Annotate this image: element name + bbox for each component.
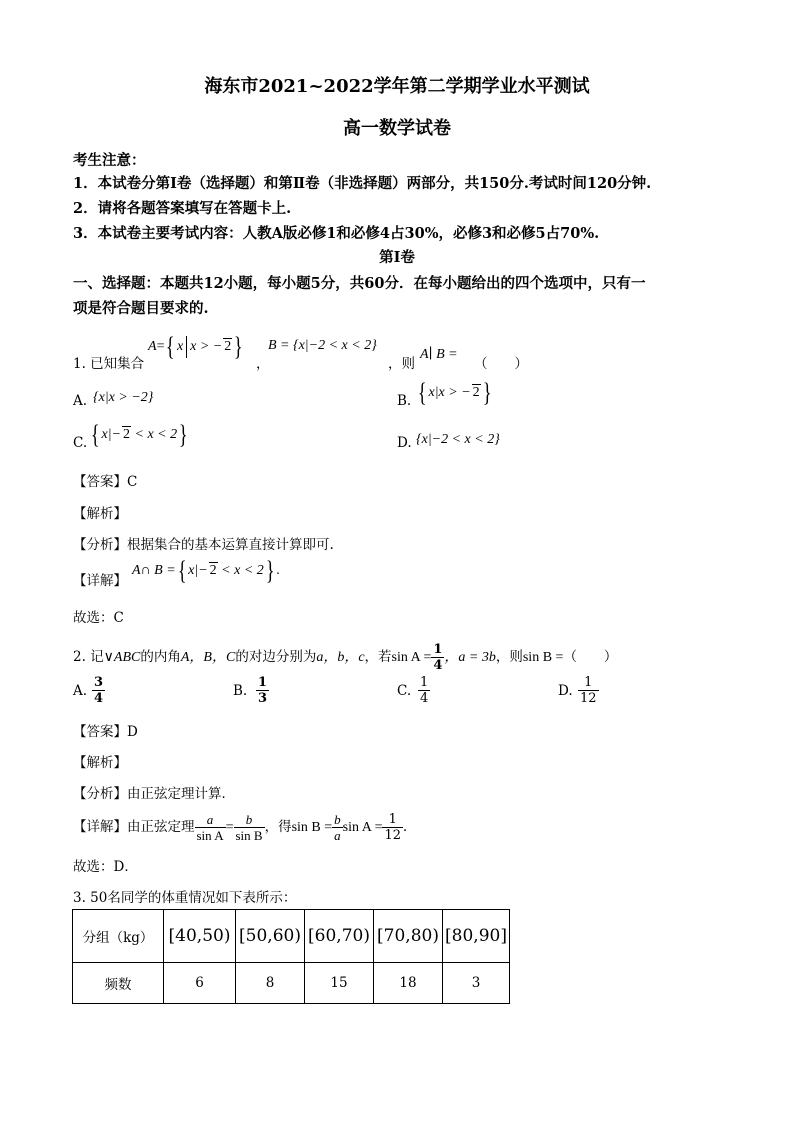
q2-text4: ，则 — [495, 649, 523, 665]
q1-option-b-body: x|x > − — [428, 385, 471, 401]
q3-prompt: 3. 50名同学的体重情况如下表所示： — [73, 890, 297, 906]
q2-frac-1-4 — [431, 642, 444, 673]
q1-option-a-label: A. — [73, 393, 88, 409]
q2-angles: A，B，C — [180, 650, 236, 665]
notice-item-3: 3．本试卷主要考试内容：人教A版必修1和必修4占30%，必修3和必修5占70%. — [73, 225, 600, 242]
q2-option-d-label: D. — [558, 683, 573, 699]
q1-option-b: { x|x > − 2 } — [417, 378, 492, 407]
q1-xiangjie: A∩ B ={ x|− 2 < x < 2} . — [132, 556, 280, 585]
q2-prefix: 2. 记 — [73, 649, 104, 665]
q1-sqrt-2: 2 — [224, 339, 232, 355]
q1-option-c-label: C. — [73, 435, 88, 451]
q1-analysis-tag: 【解析】 — [73, 506, 127, 522]
q1-option-c-pre: x|− — [101, 427, 121, 443]
table-row — [73, 963, 510, 1004]
q2-sin-a: sin A = — [391, 650, 432, 665]
document-subtitle: 高一数学试卷 — [343, 118, 451, 139]
q2-frac-b-a: $\frac{b}{a}$ — [334, 812, 341, 843]
q1-option-c-post: < x < 2 — [134, 427, 178, 443]
q2-sin-b: sin B = — [522, 650, 564, 665]
section-instructions-line2: 项是符合题目要求的. — [73, 300, 209, 317]
notice-item-2: 2．请将各题答案填写在答题卡上. — [73, 200, 292, 217]
table-cell: 频数 — [73, 963, 164, 1004]
q1-xiangjie-pre: A∩ B = — [132, 563, 176, 579]
q2-option-a-label: A. — [73, 683, 88, 699]
q1-fenxi-tag: 【分析】 — [73, 537, 127, 553]
q2-option-a: $\frac{3}{4}$ — [94, 675, 104, 706]
q2-paren: （ ） — [563, 649, 618, 665]
notice-heading: 考生注意： — [73, 152, 146, 169]
q2-analysis-tag: 【解析】 — [73, 755, 127, 771]
q2-frac-1-12: $\frac{1}{12}$ — [384, 812, 402, 843]
q2-frac-den: 4 — [433, 658, 443, 673]
table-header-cell: 分组（kg） — [73, 910, 164, 963]
q1-answer-value: C — [127, 474, 138, 490]
q2-xiangjie — [73, 812, 417, 843]
volume-heading: 第Ⅰ卷 — [379, 249, 415, 266]
q2-cond2: ，a = 3b — [444, 650, 496, 665]
q1-prefix: 1. 已知集合 — [73, 356, 145, 372]
table-header-cell: [80,90] — [443, 910, 510, 963]
table-cell: 15 — [305, 963, 374, 1004]
document-title: 海东市2021~2022学年第二学期学业水平测试 — [204, 76, 590, 97]
q1-set-a-var: x — [176, 339, 184, 355]
q2-text3: ，若 — [364, 649, 392, 665]
q2-frac-b-sinb: $\frac{b}{\text{sin B}}$ — [235, 812, 263, 843]
q1-paren: （ ） — [474, 356, 528, 372]
q2-fenxi-text: 由正弦定理计算． — [127, 786, 235, 802]
q1-option-d: {x|−2 < x < 2} — [416, 432, 500, 447]
q2-sides: a，b，c — [316, 650, 365, 665]
table-cell: 18 — [374, 963, 443, 1004]
q1-xiangjie-set-post: < x < 2 — [221, 563, 264, 579]
q1-set-a-name: A — [148, 339, 157, 355]
table-cell: 6 — [164, 963, 236, 1004]
q2-frac-a-sina: $\frac{a}{\text{sin A}}$ — [196, 812, 224, 843]
q1-option-c: { x|− 2 < x < 2} — [90, 420, 188, 449]
q2-fenxi-tag: 【分析】 — [73, 786, 127, 802]
q1-xiangjie-end: . — [276, 563, 280, 579]
table-header-cell: [60,70) — [305, 910, 374, 963]
q1-fenxi — [73, 533, 334, 553]
q1-option-c-sqrt: 2 — [123, 427, 130, 443]
q1-option-d-label: D. — [397, 435, 412, 451]
notice-item-1: 1．本试卷分第Ⅰ卷（选择题）和第Ⅱ卷（非选择题）两部分，共150分.考试时间120分钟. — [73, 175, 652, 192]
q2-sin-a2: sin A = — [342, 820, 383, 835]
q2-stem — [73, 642, 617, 673]
q1-set-a: A={ x x > − 2 } — [148, 332, 243, 361]
table-header-cell: [70,80) — [374, 910, 443, 963]
q1-xiangjie-tag: 【详解】 — [73, 573, 127, 589]
q2-option-c-label: C. — [397, 683, 412, 699]
q2-xiangjie-text1: 由正弦定理 — [127, 819, 195, 835]
q2-option-b-label: B. — [233, 683, 248, 699]
q1-xiangjie-sqrt: 2 — [209, 563, 217, 579]
q2-xiangjie-text2: ，得 — [264, 819, 292, 835]
q2-answer-tag: 【答案】 — [73, 724, 127, 740]
q1-choice: 故选：C — [73, 610, 124, 626]
q1-fenxi-text: 根据集合的基本运算直接计算即可. — [127, 537, 334, 553]
table-cell: 3 — [443, 963, 510, 1004]
q2-answer-value: D — [127, 724, 138, 740]
table-header-cell: [40,50) — [164, 910, 236, 963]
q2-text2: 的对边分别为 — [235, 649, 317, 665]
q2-eq: = — [225, 820, 234, 835]
q1-option-a: {x|x > −2} — [93, 390, 154, 405]
table-header-cell: [50,60) — [236, 910, 305, 963]
q1-ask: ，则 — [388, 356, 415, 372]
q1-sep: ， — [256, 356, 270, 372]
table-cell: 8 — [236, 963, 305, 1004]
q2-option-d: $\frac{1}{12}$ — [580, 675, 597, 706]
q2-choice: 故选：D． — [73, 859, 138, 875]
table-header-row — [73, 910, 510, 963]
q1-set-b: B = {x|−2 < x < 2} — [268, 338, 377, 353]
q1-ask-expr: A∣ B = — [420, 347, 458, 362]
q2-triangle: ∨ABC — [103, 650, 141, 665]
q1-xiangjie-set-pre: x|− — [188, 563, 208, 579]
section-instructions-line1: 一、选择题：本题共12小题，每小题5分，共60分．在每小题给出的四个选项中，只有一 — [73, 275, 646, 292]
q2-xiangjie-tag: 【详解】 — [73, 819, 127, 835]
q2-option-b: $\frac{1}{3}$ — [258, 675, 268, 706]
q1-answer-tag: 【答案】 — [73, 474, 127, 490]
q2-text1: 的内角 — [140, 649, 181, 665]
q2-fenxi — [73, 782, 235, 802]
q1-set-a-cond: x > − — [190, 339, 223, 355]
q2-option-c: $\frac{1}{4}$ — [420, 675, 429, 706]
q1-option-b-sqrt: 2 — [472, 385, 480, 401]
q1-answer — [73, 470, 137, 490]
q2-answer — [73, 720, 138, 740]
q2-sin-b2: sin B = — [291, 820, 333, 835]
q2-frac-num: 1 — [433, 642, 443, 657]
weight-frequency-table — [72, 909, 510, 1004]
q1-option-b-label: B. — [397, 393, 412, 409]
q2-end: ． — [403, 819, 417, 835]
